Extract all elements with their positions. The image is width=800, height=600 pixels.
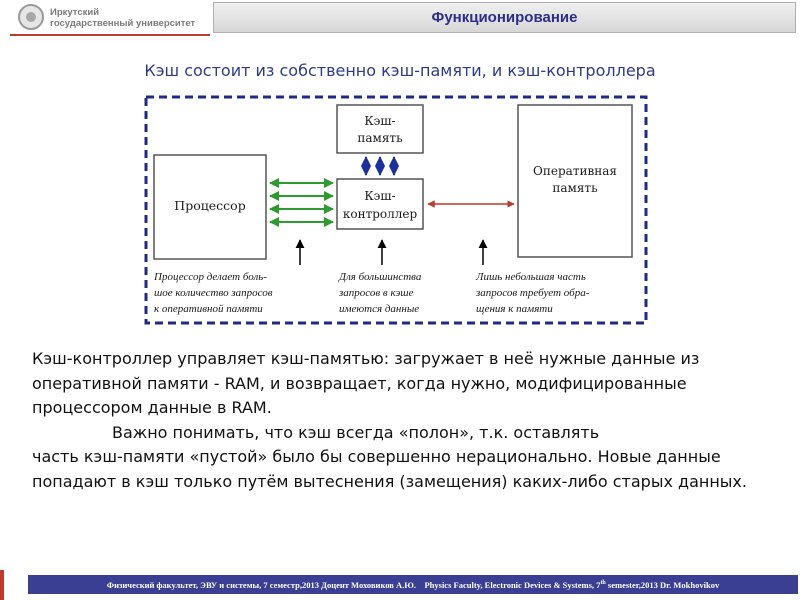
- cache-memory-label-2: память: [357, 131, 403, 145]
- ram-label-2: память: [552, 181, 598, 195]
- university-logo: [8, 2, 208, 38]
- note-cache-2: запросов в кэше: [339, 287, 414, 299]
- footer-english: Physics Faculty, Electronic Devices & Systems, 7: [424, 579, 601, 590]
- section-title-box: [213, 2, 796, 33]
- note-cache-1: Для большинства: [339, 271, 422, 283]
- footer-sup: th: [600, 579, 606, 586]
- ram-label-1: Оперативная: [533, 164, 617, 178]
- note-ram-3: щения к памяти: [476, 303, 553, 315]
- cache-diagram: [140, 93, 652, 327]
- paragraph-2-rest: часть кэш-памяти «пустой» было бы совершенно нерационально. Новые данные попадают в кэш только путём вытеснения (замещения) каких-либо старых данных.: [32, 447, 747, 491]
- cache-memory-box: [337, 105, 423, 153]
- note-processor-2: шое количество запросов: [154, 287, 273, 299]
- note-processor-1: Процессор делает боль-: [154, 271, 267, 283]
- footer-bar: [28, 575, 798, 594]
- footer-text: [107, 580, 719, 590]
- processor-label: Процессор: [174, 198, 246, 213]
- paragraph-1: Кэш-контроллер управляет кэш-памятью: загружает в неё нужные данные из оперативной памяти - RAM, и возвращает, когда нужно, модифицированные процессором данные в RAM.: [32, 349, 700, 417]
- cache-controller-box: [337, 179, 423, 229]
- university-seal-icon: [18, 4, 44, 30]
- note-ram-2: запросов требует обра-: [476, 287, 590, 299]
- note-cache-3: имеются данные: [339, 303, 420, 315]
- cache-memory-label-1: Кэш-: [364, 114, 396, 128]
- paragraph-2-first-line: Важно понимать, что кэш всегда «полон», т.к. оставлять: [112, 422, 600, 442]
- section-title: Функционирование: [431, 9, 578, 26]
- slide-subtitle: Кэш состоит из собственно кэш-памяти, и кэш-контроллера: [144, 61, 656, 80]
- cache-controller-label-1: Кэш-: [364, 189, 396, 203]
- footer-russian: Физический факультет, ЭВУ и системы, 7 семестр,2013 Доцент Моховиков А.Ю.: [106, 579, 416, 590]
- university-name: Иркутский государственный университет: [50, 7, 196, 29]
- header-underline: [10, 34, 210, 36]
- footer-accent: [0, 570, 4, 600]
- cache-controller-label-2: контроллер: [342, 207, 418, 221]
- body-text: [32, 347, 782, 494]
- footer-english-tail: semester,2013 Dr. Mokhovikov: [607, 579, 720, 590]
- note-ram-1: Лишь небольшая часть: [476, 271, 586, 283]
- note-processor-3: к оперативной памяти: [154, 303, 263, 315]
